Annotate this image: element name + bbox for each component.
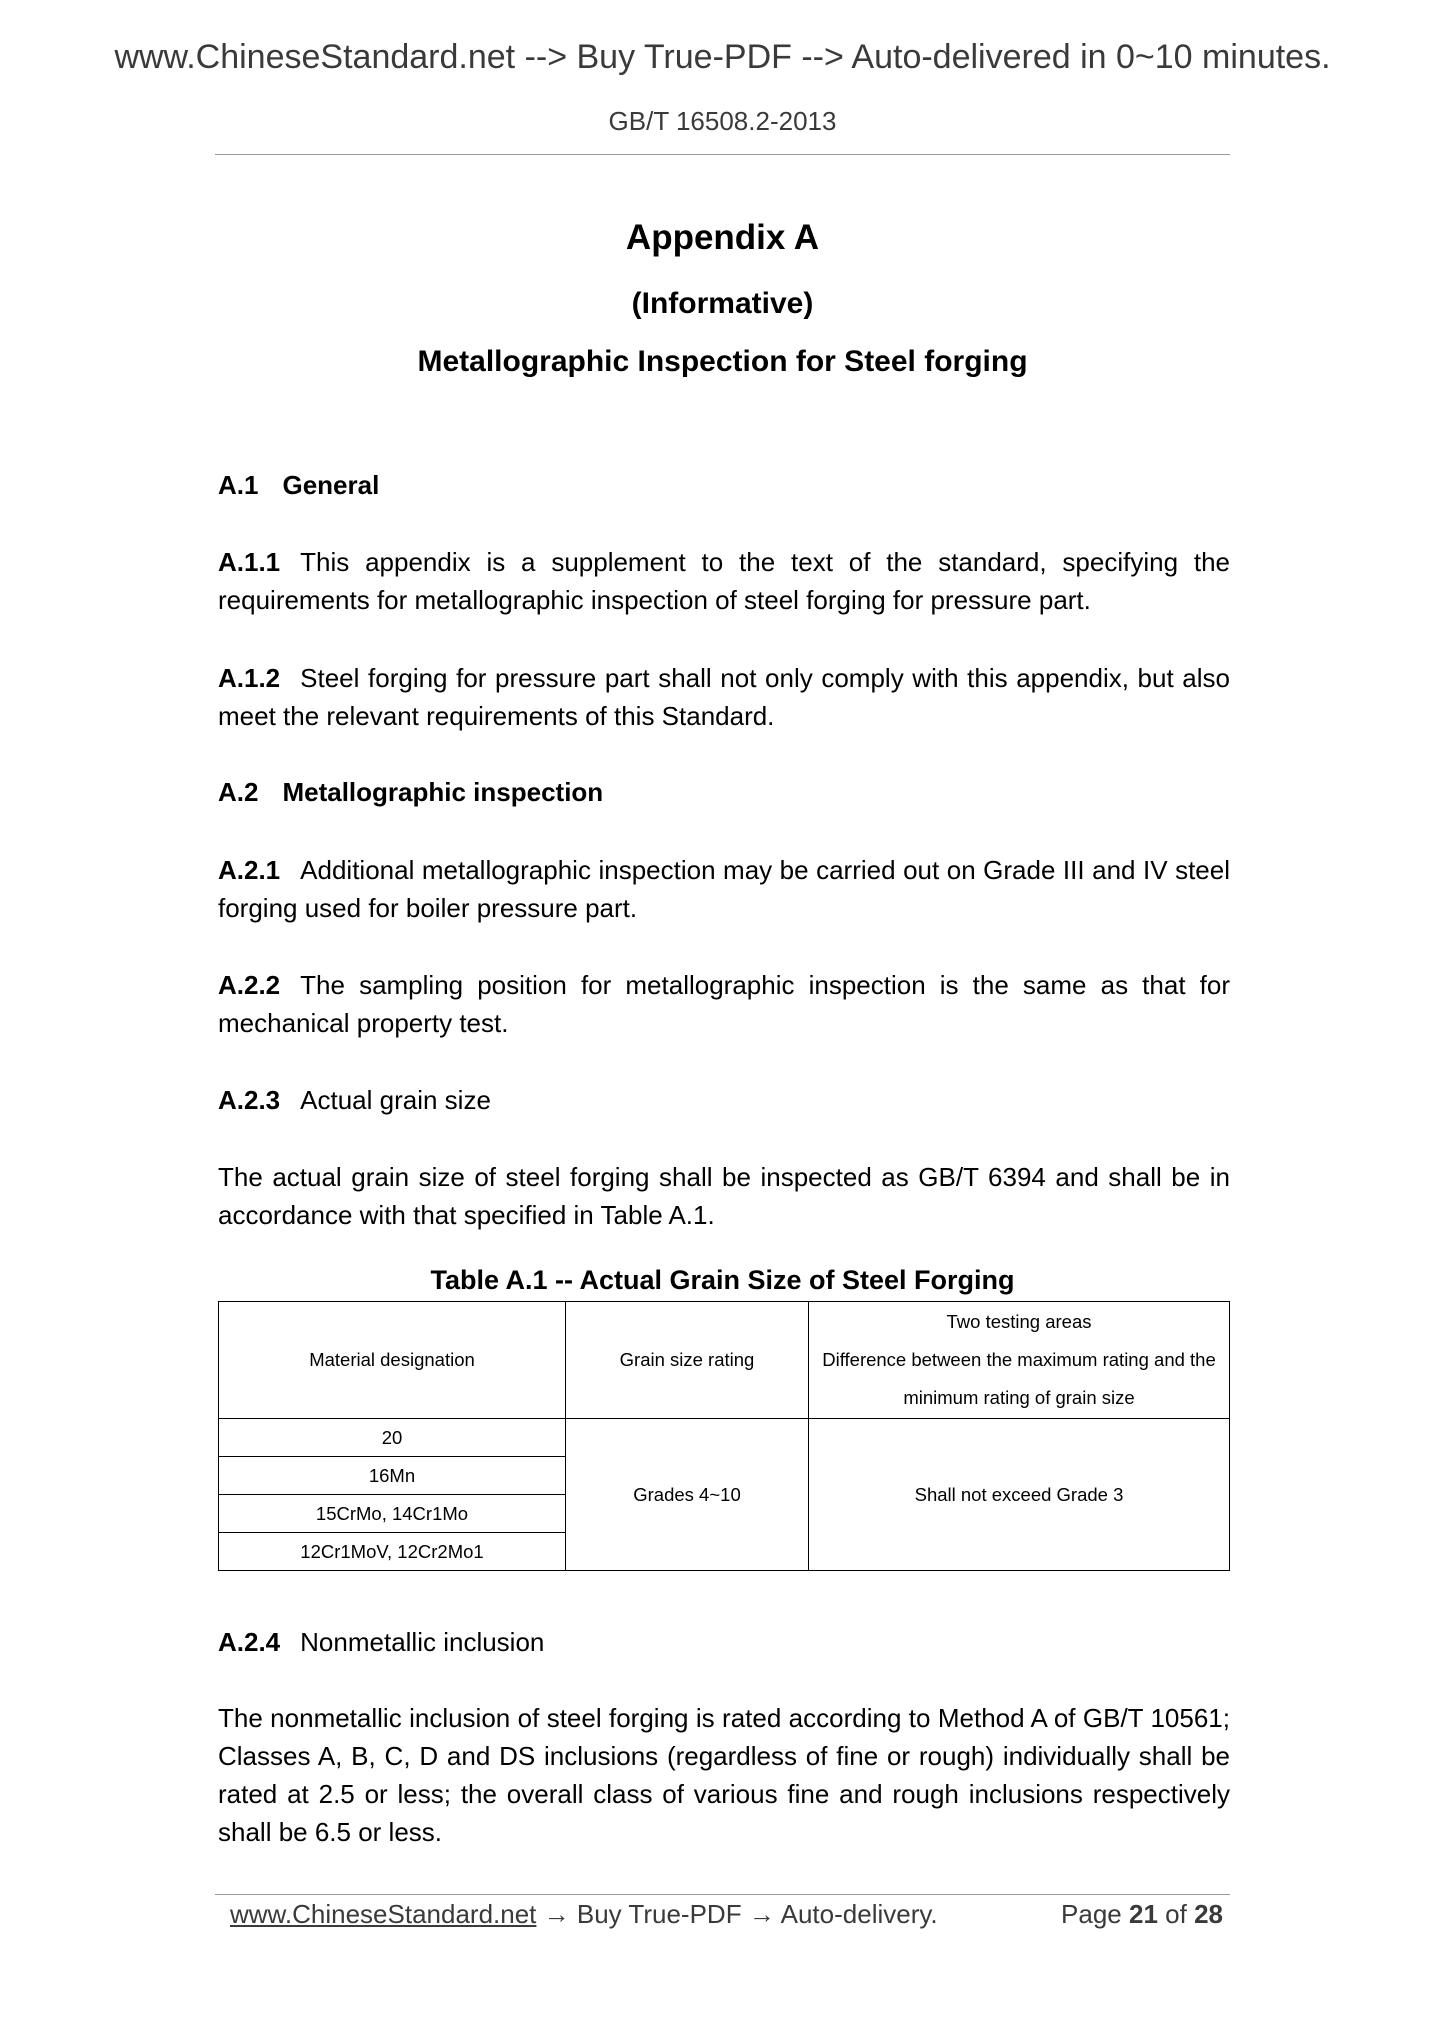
header-two-areas-line: Two testing areas	[946, 1311, 1092, 1332]
clause-title: Actual grain size	[300, 1085, 491, 1115]
section-a1-heading	[218, 466, 1230, 504]
grain-size-table	[218, 1301, 1230, 1571]
clause-title: Nonmetallic inclusion	[300, 1627, 545, 1657]
header-banner: www.ChineseStandard.net --> Buy True-PDF --> Auto-delivered in 0~10 minutes.	[114, 38, 1331, 76]
clause-a2-2	[218, 966, 1230, 1042]
footer-divider	[215, 1894, 1230, 1895]
material-cell: 15CrMo, 14Cr1Mo	[219, 1495, 566, 1533]
footer-link[interactable]: www.ChineseStandard.net	[230, 1899, 537, 1929]
header-two-areas-line: minimum rating of grain size	[903, 1387, 1135, 1408]
grain-value-cell: Grades 4~10	[566, 1419, 809, 1571]
clause-number: A.2.1	[218, 855, 281, 885]
clause-a2-4-text: The nonmetallic inclusion of steel forging is rated according to Method A of GB/T 10561; Classes A, B, C, D and DS inclusions (regardless of fine or rough) individually shall be rated at 2.5 or less; the overall class of various fine and rough inclusions respectively shall be 6.5 or less.	[218, 1703, 1230, 1847]
clause-text: This appendix is a supplement to the text of the standard, specifying the requirements for metallographic inspection of steel forging for pressure part.	[218, 547, 1230, 615]
section-number: A.1	[218, 470, 259, 500]
section-a2-heading	[218, 773, 1230, 811]
material-cell: 20	[219, 1419, 566, 1457]
table-header-row	[219, 1302, 1230, 1419]
clause-a2-4-heading	[218, 1623, 1230, 1661]
clause-number: A.1.2	[218, 663, 281, 693]
footer-delivery-text: Auto-delivery.	[780, 1899, 938, 1929]
clause-a1-1	[218, 543, 1230, 619]
arrow-right-icon: →	[543, 1899, 570, 1929]
page-number: 21	[1129, 1899, 1158, 1929]
page-total: 28	[1194, 1899, 1223, 1929]
header-two-areas-line: Difference between the maximum rating and the	[822, 1349, 1216, 1370]
clause-text: Steel forging for pressure part shall not only comply with this appendix, but also meet the relevant requirements of this Standard.	[218, 663, 1230, 731]
clause-number: A.2.3	[218, 1085, 281, 1115]
appendix-type: (Informative)	[631, 287, 814, 320]
clause-a2-1	[218, 851, 1230, 927]
of-label: of	[1165, 1899, 1187, 1929]
clause-a1-2	[218, 659, 1230, 735]
table-row	[219, 1419, 1230, 1457]
difference-value-cell: Shall not exceed Grade 3	[809, 1419, 1230, 1571]
header-material: Material designation	[219, 1302, 566, 1419]
page-indicator	[1061, 1899, 1223, 1930]
table-caption: Table A.1 -- Actual Grain Size of Steel Forging	[430, 1265, 1015, 1295]
clause-text: Additional metallographic inspection may be carried out on Grade III and IV steel forging used for boiler pressure part.	[218, 855, 1230, 923]
footer-left	[230, 1899, 938, 1930]
footer-buy-text: Buy True-PDF	[576, 1899, 742, 1929]
arrow-right-icon: →	[748, 1899, 775, 1929]
section-title: General	[282, 470, 380, 500]
clause-a2-3-text: The actual grain size of steel forging shall be inspected as GB/T 6394 and shall be in accordance with that specified in Table A.1.	[218, 1162, 1230, 1230]
section-number: A.2	[218, 777, 259, 807]
clause-number: A.1.1	[218, 547, 281, 577]
material-cell: 12Cr1MoV, 12Cr2Mo1	[219, 1533, 566, 1571]
header-grain: Grain size rating	[566, 1302, 809, 1419]
header-two-areas	[809, 1302, 1230, 1419]
appendix-title: Appendix A	[625, 218, 820, 257]
appendix-subtitle: Metallographic Inspection for Steel forging	[417, 345, 1028, 378]
clause-number: A.2.4	[218, 1627, 281, 1657]
clause-text: The sampling position for metallographic inspection is the same as that for mechanical property test.	[218, 970, 1230, 1038]
header-divider	[215, 154, 1230, 155]
standard-number: GB/T 16508.2-2013	[608, 106, 837, 136]
section-title: Metallographic inspection	[282, 777, 604, 807]
page-label: Page	[1061, 1899, 1122, 1929]
clause-a2-3-heading	[218, 1081, 1230, 1119]
material-cell: 16Mn	[219, 1457, 566, 1495]
clause-number: A.2.2	[218, 970, 281, 1000]
